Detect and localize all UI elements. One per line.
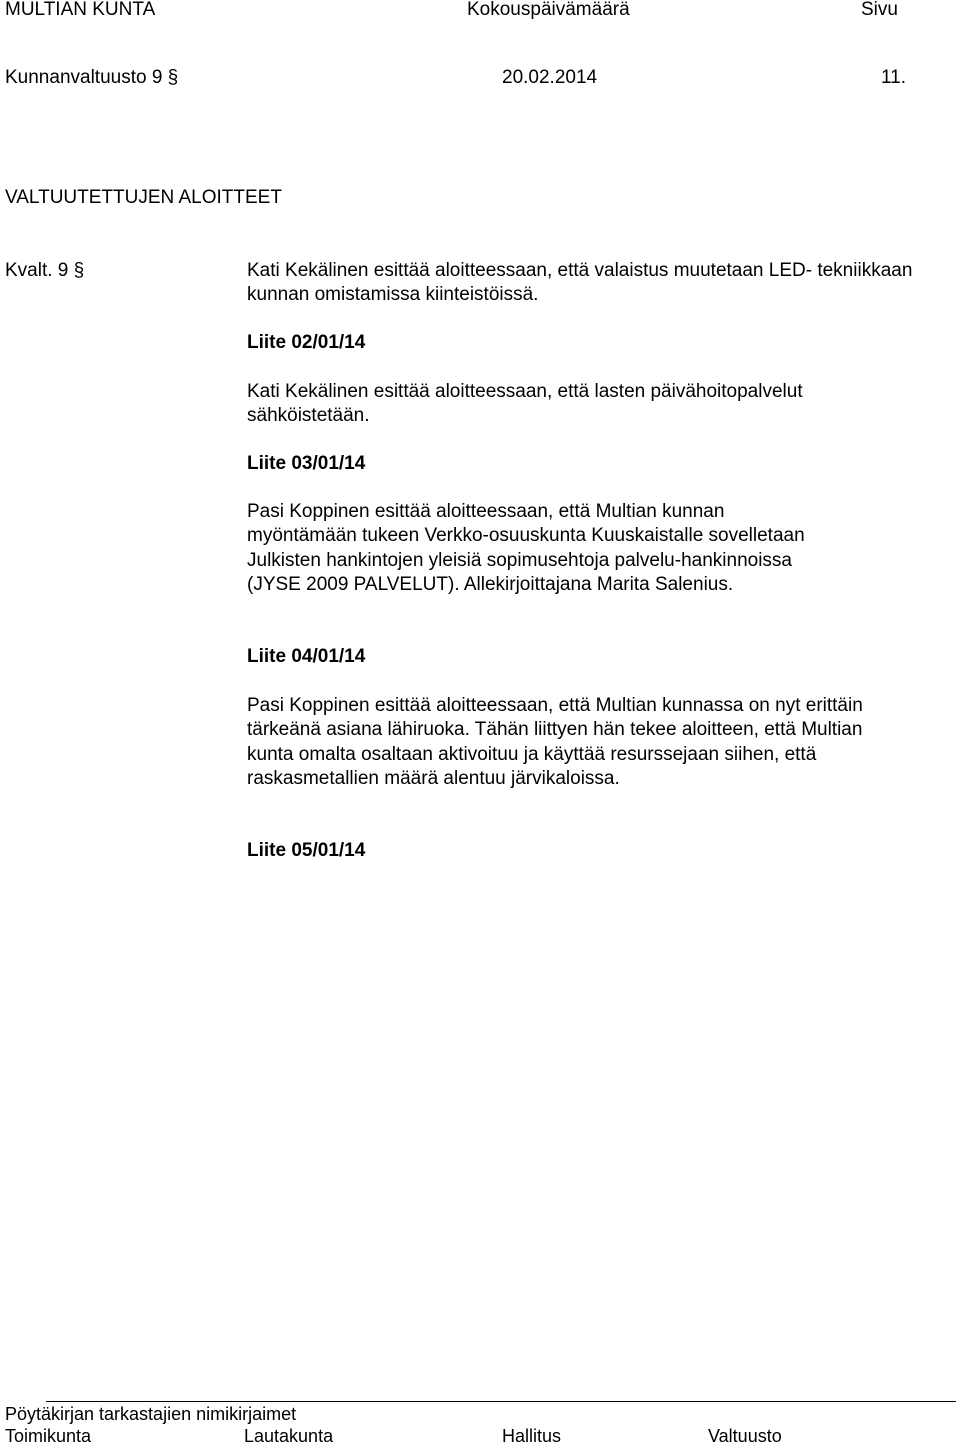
page-label: Sivu [861, 0, 898, 20]
municipality-name: MULTIAN KUNTA [5, 0, 156, 20]
item-label: Kvalt. 9 § [5, 260, 85, 281]
initiative-text: Pasi Koppinen esittää aloitteessaan, että Multian kunnan myöntämään tukeen Verkko-osuuskunta Kuuskaistalle sovelletaan Julkisten hankintojen yleisiä sopimusehtoja palvelu-hankinnoissa (JYSE 2009 PALVELUT). Allekirjoittajana Marita Salenius. [247, 501, 805, 596]
meeting-date-label: Kokouspäivämäärä [467, 0, 630, 20]
footer-column-valtuusto: Valtuusto [708, 1426, 782, 1446]
signature-label: Pöytäkirjan tarkastajien nimikirjaimet [5, 1404, 297, 1424]
initiative-text: Kati Kekälinen esittää aloitteessaan, että lasten päivähoitopalvelut sähköistetään. [247, 381, 803, 427]
page-number: 11. [881, 67, 907, 88]
section-title: VALTUUTETTUJEN ALOITTEET [5, 187, 282, 208]
footer-column-toimikunta: Toimikunta [5, 1426, 92, 1446]
footer-column-hallitus: Hallitus [502, 1426, 562, 1446]
initiative-text: Kati Kekälinen esittää aloitteessaan, että valaistus muutetaan LED- tekniikkaan kunnan omistamissa kiinteistöissä. [247, 260, 913, 306]
meeting-body: Kunnanvaltuusto 9 § [5, 67, 179, 88]
attachment-reference: Liite 05/01/14 [247, 840, 366, 861]
footer-column-lautakunta: Lautakunta [244, 1426, 334, 1446]
attachment-reference: Liite 03/01/14 [247, 453, 366, 474]
meeting-date: 20.02.2014 [502, 67, 598, 88]
attachment-reference: Liite 04/01/14 [247, 646, 366, 667]
attachment-reference: Liite 02/01/14 [247, 332, 366, 353]
initiative-text: Pasi Koppinen esittää aloitteessaan, että Multian kunnassa on nyt erittäin tärkeänä asiana lähiruoka. Tähän liittyen hän tekee aloitteen, että Multian kunta omalta osaltaan aktivoituu ja käyttää resurssejaan siihen, että raskasmetallien määrä alentuu järvikaloissa. [247, 695, 863, 790]
